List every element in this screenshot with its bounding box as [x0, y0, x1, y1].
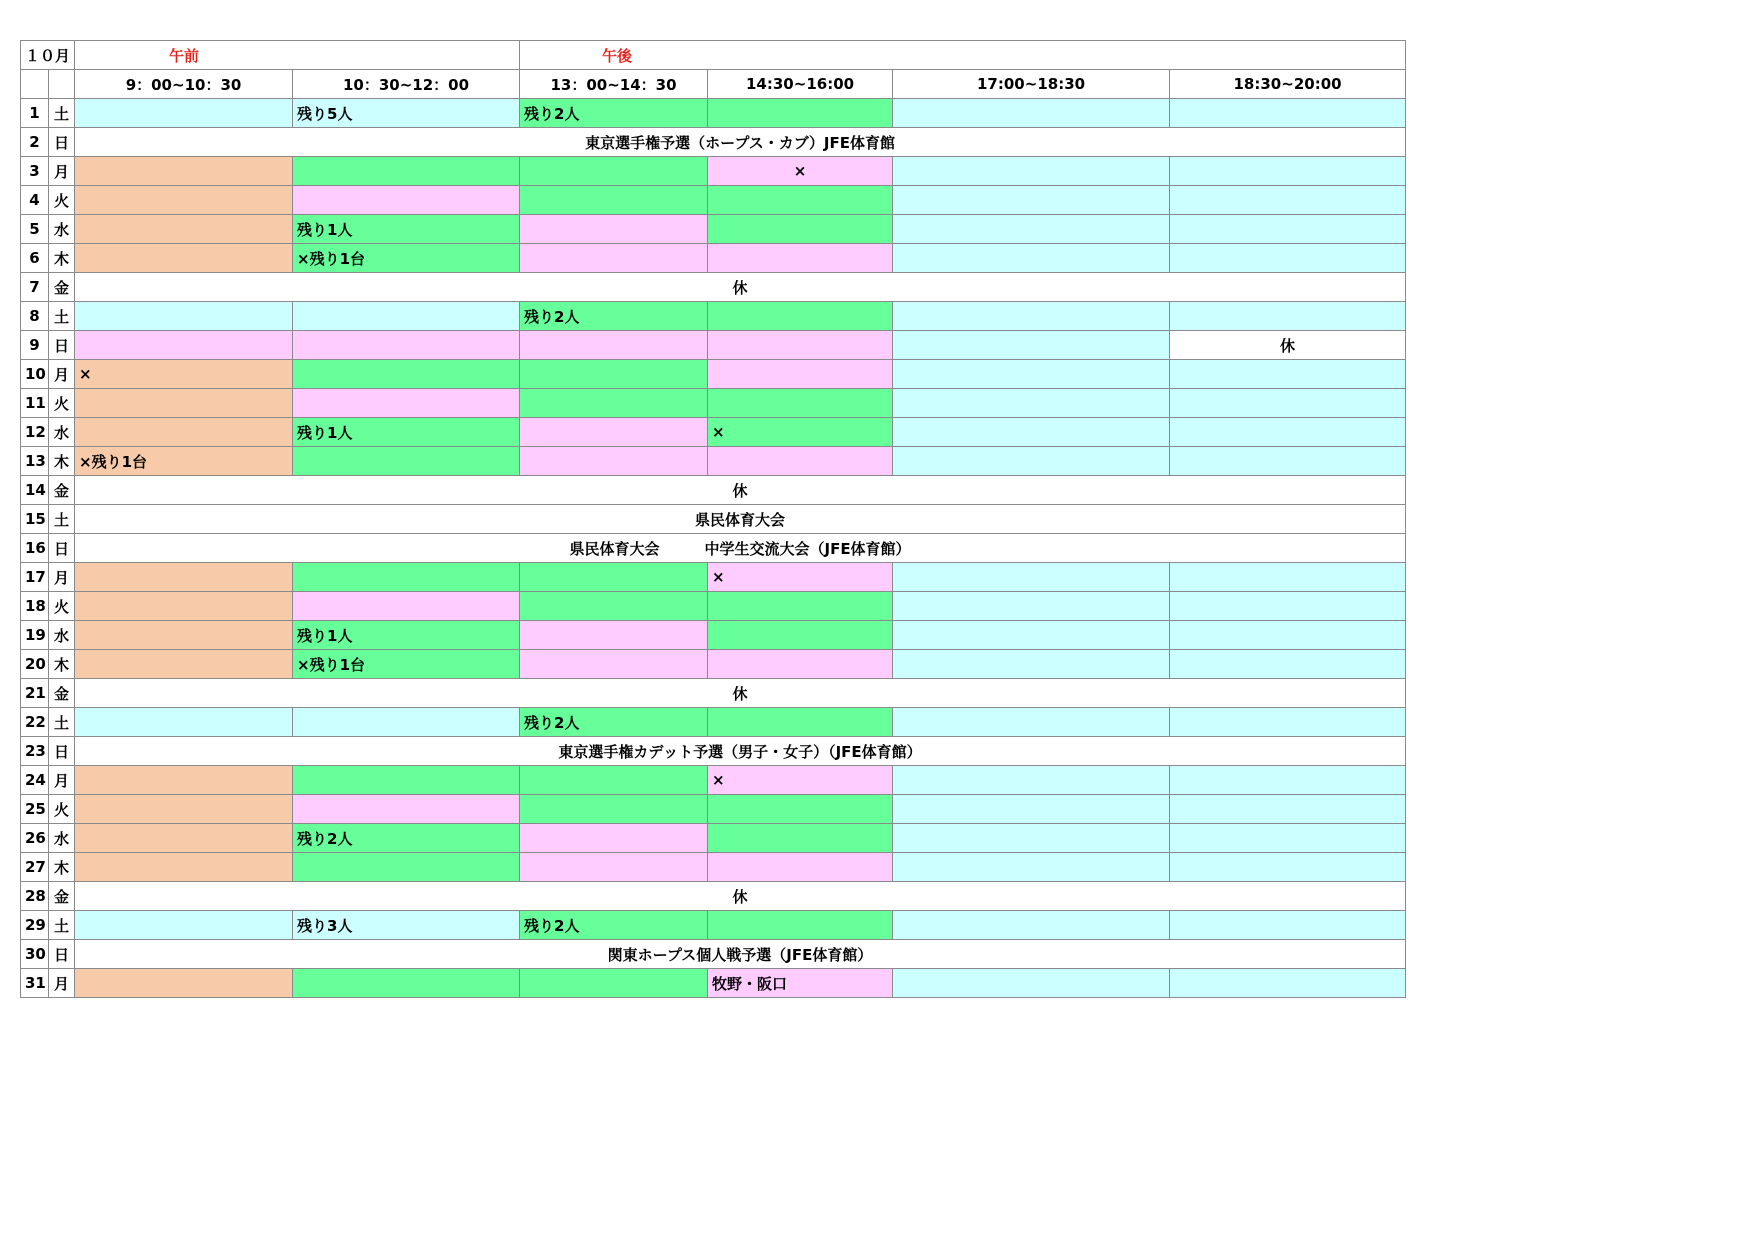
day-number: 3: [21, 157, 49, 186]
day-number: 14: [21, 476, 49, 505]
slot-cell: [708, 215, 893, 244]
slot-cell: [293, 302, 520, 331]
slot-cell: [293, 969, 520, 998]
slot-cell: [75, 592, 293, 621]
weekday: 木: [49, 447, 75, 476]
slot-cell: 牧野・阪口: [708, 969, 893, 998]
slot-cell: [708, 186, 893, 215]
slot-cell: [520, 853, 708, 882]
slot-cell: [893, 302, 1170, 331]
day-number: 26: [21, 824, 49, 853]
day-row: [21, 650, 1406, 679]
day-number: 4: [21, 186, 49, 215]
day-row: [21, 679, 1406, 708]
weekday: 月: [49, 563, 75, 592]
schedule-table: [20, 40, 1406, 998]
day-number: 11: [21, 389, 49, 418]
day-number: 10: [21, 360, 49, 389]
day-row: [21, 186, 1406, 215]
slot-cell: [75, 853, 293, 882]
day-number: 2: [21, 128, 49, 157]
pm-period-cell: [520, 41, 1406, 70]
weekday: 水: [49, 621, 75, 650]
slot-cell: [520, 186, 708, 215]
slot-cell: [520, 418, 708, 447]
weekday: 日: [49, 128, 75, 157]
slot-cell: [708, 99, 893, 128]
day-row: [21, 911, 1406, 940]
slot-cell: [1170, 621, 1406, 650]
weekday: 火: [49, 186, 75, 215]
slot-cell: [520, 621, 708, 650]
slot-cell: 残り2人: [520, 911, 708, 940]
slot-cell: [708, 911, 893, 940]
slot-cell: [708, 592, 893, 621]
header-row-periods: [21, 41, 1406, 70]
day-number: 30: [21, 940, 49, 969]
slot-cell: [708, 621, 893, 650]
slot-cell: 残り2人: [520, 302, 708, 331]
weekday: 金: [49, 679, 75, 708]
slot-cell: [893, 911, 1170, 940]
slot-cell: [75, 99, 293, 128]
day-number: 22: [21, 708, 49, 737]
slot-cell: [1170, 592, 1406, 621]
weekday: 火: [49, 795, 75, 824]
slot-cell: [520, 244, 708, 273]
slot-cell: [293, 447, 520, 476]
slot-cell: [1170, 650, 1406, 679]
weekday: 火: [49, 592, 75, 621]
slot-cell: 残り2人: [293, 824, 520, 853]
slot-cell: [708, 331, 893, 360]
day-number: 9: [21, 331, 49, 360]
slot-cell: 残り1人: [293, 215, 520, 244]
slot-cell: 休: [1170, 331, 1406, 360]
day-row: [21, 273, 1406, 302]
slot-cell: [1170, 389, 1406, 418]
day-row: [21, 215, 1406, 244]
day-row: [21, 853, 1406, 882]
slot-cell: [893, 592, 1170, 621]
slot-cell: [75, 215, 293, 244]
slot-cell: [708, 824, 893, 853]
slot-cell: [708, 795, 893, 824]
slot-cell: [75, 244, 293, 273]
slot-cell: [893, 215, 1170, 244]
slot-cell: 残り3人: [293, 911, 520, 940]
slot-cell: [75, 911, 293, 940]
slot-cell: [520, 447, 708, 476]
slot-cell: [708, 244, 893, 273]
slot-cell: [893, 418, 1170, 447]
slot-cell: [520, 331, 708, 360]
slot-cell: [893, 621, 1170, 650]
slot-cell: [708, 853, 893, 882]
day-note: 休: [75, 273, 1406, 302]
slot-cell: [708, 360, 893, 389]
day-row: [21, 302, 1406, 331]
slot-cell: [893, 969, 1170, 998]
slot-cell: [520, 592, 708, 621]
day-row: [21, 621, 1406, 650]
weekday: 月: [49, 360, 75, 389]
slot-cell: ×残り1台: [293, 650, 520, 679]
slot-cell: [893, 853, 1170, 882]
slot-cell: [520, 157, 708, 186]
slot-cell: [893, 157, 1170, 186]
weekday: 木: [49, 650, 75, 679]
day-note: 休: [75, 882, 1406, 911]
slot-cell: [893, 186, 1170, 215]
pm-label: 午後: [602, 46, 633, 65]
slot-cell: [75, 331, 293, 360]
slot-cell: [893, 360, 1170, 389]
slot-cell: [893, 447, 1170, 476]
day-row: [21, 737, 1406, 766]
slot-cell: [520, 824, 708, 853]
slot-cell: 残り2人: [520, 708, 708, 737]
slot-cell: [75, 389, 293, 418]
slot-cell: [293, 360, 520, 389]
day-row: [21, 99, 1406, 128]
day-number: 18: [21, 592, 49, 621]
weekday: 土: [49, 708, 75, 737]
day-number: 16: [21, 534, 49, 563]
slot-cell: [1170, 795, 1406, 824]
month-label: １０月: [21, 41, 75, 70]
day-note: 県民体育大会 中学生交流大会（JFE体育館）: [75, 534, 1406, 563]
day-number: 17: [21, 563, 49, 592]
slot-cell: [293, 331, 520, 360]
slot-cell: [1170, 157, 1406, 186]
weekday: 木: [49, 244, 75, 273]
slot-cell: [75, 157, 293, 186]
day-row: [21, 708, 1406, 737]
day-number: 7: [21, 273, 49, 302]
day-row: [21, 940, 1406, 969]
slot-cell: [893, 244, 1170, 273]
day-number: 25: [21, 795, 49, 824]
weekday: 金: [49, 882, 75, 911]
day-row: [21, 476, 1406, 505]
slot-cell: ×: [708, 563, 893, 592]
slot-cell: [293, 563, 520, 592]
weekday: 火: [49, 389, 75, 418]
day-note: 休: [75, 476, 1406, 505]
slot-cell: [293, 795, 520, 824]
slot-cell: [75, 650, 293, 679]
day-row: [21, 418, 1406, 447]
weekday: 木: [49, 853, 75, 882]
slot-cell: [1170, 824, 1406, 853]
day-number: 12: [21, 418, 49, 447]
day-note: 東京選手権カデット予選（男子・女子）（JFE体育館）: [75, 737, 1406, 766]
day-number: 24: [21, 766, 49, 795]
slot-cell: ×残り1台: [75, 447, 293, 476]
slot-cell: [1170, 766, 1406, 795]
slot-cell: [520, 650, 708, 679]
slot-cell: [520, 795, 708, 824]
slot-cell: [1170, 969, 1406, 998]
header-row-slots: [21, 70, 1406, 99]
slot-cell: [708, 302, 893, 331]
weekday: 日: [49, 737, 75, 766]
slot-cell: [75, 621, 293, 650]
day-number: 8: [21, 302, 49, 331]
slot-header-4: 14:30~16:00: [708, 70, 893, 99]
slot-cell: ×: [708, 418, 893, 447]
day-note: 休: [75, 679, 1406, 708]
slot-cell: [75, 708, 293, 737]
slot-cell: [293, 186, 520, 215]
slot-cell: [75, 824, 293, 853]
slot-cell: [293, 853, 520, 882]
day-row: [21, 534, 1406, 563]
weekday: 日: [49, 940, 75, 969]
slot-header-5: 17:00~18:30: [893, 70, 1170, 99]
slot-cell: [893, 99, 1170, 128]
slot-cell: [293, 708, 520, 737]
weekday: 日: [49, 534, 75, 563]
slot-cell: ×: [708, 157, 893, 186]
slot-cell: 残り2人: [520, 99, 708, 128]
weekday: 水: [49, 824, 75, 853]
slot-cell: [1170, 186, 1406, 215]
slot-cell: [1170, 244, 1406, 273]
weekday: 土: [49, 911, 75, 940]
day-number: 28: [21, 882, 49, 911]
slot-cell: [893, 795, 1170, 824]
slot-cell: [1170, 708, 1406, 737]
slot-cell: [75, 418, 293, 447]
slot-cell: [520, 766, 708, 795]
day-row: [21, 592, 1406, 621]
slot-cell: [293, 157, 520, 186]
slot-cell: [1170, 215, 1406, 244]
day-row: [21, 882, 1406, 911]
slot-cell: [708, 650, 893, 679]
slot-cell: [893, 650, 1170, 679]
weekday: 金: [49, 476, 75, 505]
day-row: [21, 128, 1406, 157]
slot-cell: [520, 360, 708, 389]
slot-header-2: 10：30~12：00: [293, 70, 520, 99]
day-row: [21, 505, 1406, 534]
weekday: 土: [49, 302, 75, 331]
slot-header-6: 18:30~20:00: [1170, 70, 1406, 99]
slot-cell: 残り1人: [293, 418, 520, 447]
day-row: [21, 244, 1406, 273]
day-number: 15: [21, 505, 49, 534]
slot-cell: [1170, 302, 1406, 331]
weekday: 月: [49, 157, 75, 186]
day-row: [21, 447, 1406, 476]
slot-cell: [75, 186, 293, 215]
slot-cell: [1170, 563, 1406, 592]
day-number: 21: [21, 679, 49, 708]
day-row: [21, 969, 1406, 998]
slot-cell: [708, 389, 893, 418]
weekday: 土: [49, 99, 75, 128]
slot-header-3: 13：00~14：30: [520, 70, 708, 99]
slot-cell: [1170, 418, 1406, 447]
weekday: 金: [49, 273, 75, 302]
slot-cell: [893, 766, 1170, 795]
day-number: 5: [21, 215, 49, 244]
slot-cell: [520, 389, 708, 418]
slot-cell: [520, 563, 708, 592]
slot-cell: [75, 302, 293, 331]
slot-cell: ×: [708, 766, 893, 795]
slot-cell: [75, 563, 293, 592]
weekday: 日: [49, 331, 75, 360]
slot-cell: [1170, 360, 1406, 389]
day-note: 関東ホープス個人戦予選（JFE体育館）: [75, 940, 1406, 969]
slot-cell: 残り5人: [293, 99, 520, 128]
day-row: [21, 795, 1406, 824]
day-number: 23: [21, 737, 49, 766]
slot-cell: [75, 766, 293, 795]
slot-cell: [75, 969, 293, 998]
slot-cell: [1170, 911, 1406, 940]
slot-cell: 残り1人: [293, 621, 520, 650]
slot-cell: [75, 795, 293, 824]
day-number: 6: [21, 244, 49, 273]
slot-cell: [520, 969, 708, 998]
slot-cell: [1170, 99, 1406, 128]
day-row: [21, 360, 1406, 389]
slot-cell: [293, 592, 520, 621]
day-number: 27: [21, 853, 49, 882]
day-number: 31: [21, 969, 49, 998]
weekday: 月: [49, 969, 75, 998]
slot-cell: ×: [75, 360, 293, 389]
am-period-cell: [75, 41, 520, 70]
slot-cell: [520, 215, 708, 244]
slot-cell: [293, 766, 520, 795]
weekday: 水: [49, 215, 75, 244]
day-row: [21, 766, 1406, 795]
day-row: [21, 563, 1406, 592]
slot-cell: ×残り1台: [293, 244, 520, 273]
slot-cell: [893, 824, 1170, 853]
day-number: 20: [21, 650, 49, 679]
slot-cell: [893, 389, 1170, 418]
day-note: 東京選手権予選（ホープス・カブ）JFE体育館: [75, 128, 1406, 157]
blank-header-num: [21, 70, 49, 99]
slot-cell: [893, 563, 1170, 592]
slot-cell: [1170, 447, 1406, 476]
slot-cell: [893, 708, 1170, 737]
day-number: 29: [21, 911, 49, 940]
day-number: 19: [21, 621, 49, 650]
weekday: 水: [49, 418, 75, 447]
day-row: [21, 389, 1406, 418]
day-number: 13: [21, 447, 49, 476]
weekday: 月: [49, 766, 75, 795]
day-row: [21, 331, 1406, 360]
slot-cell: [708, 447, 893, 476]
blank-header-day: [49, 70, 75, 99]
day-row: [21, 157, 1406, 186]
day-row: [21, 824, 1406, 853]
slot-header-1: 9：00~10：30: [75, 70, 293, 99]
day-note: 県民体育大会: [75, 505, 1406, 534]
day-number: 1: [21, 99, 49, 128]
slot-cell: [893, 331, 1170, 360]
slot-cell: [708, 708, 893, 737]
slot-cell: [293, 389, 520, 418]
am-label: 午前: [169, 46, 200, 65]
slot-cell: [1170, 853, 1406, 882]
weekday: 土: [49, 505, 75, 534]
